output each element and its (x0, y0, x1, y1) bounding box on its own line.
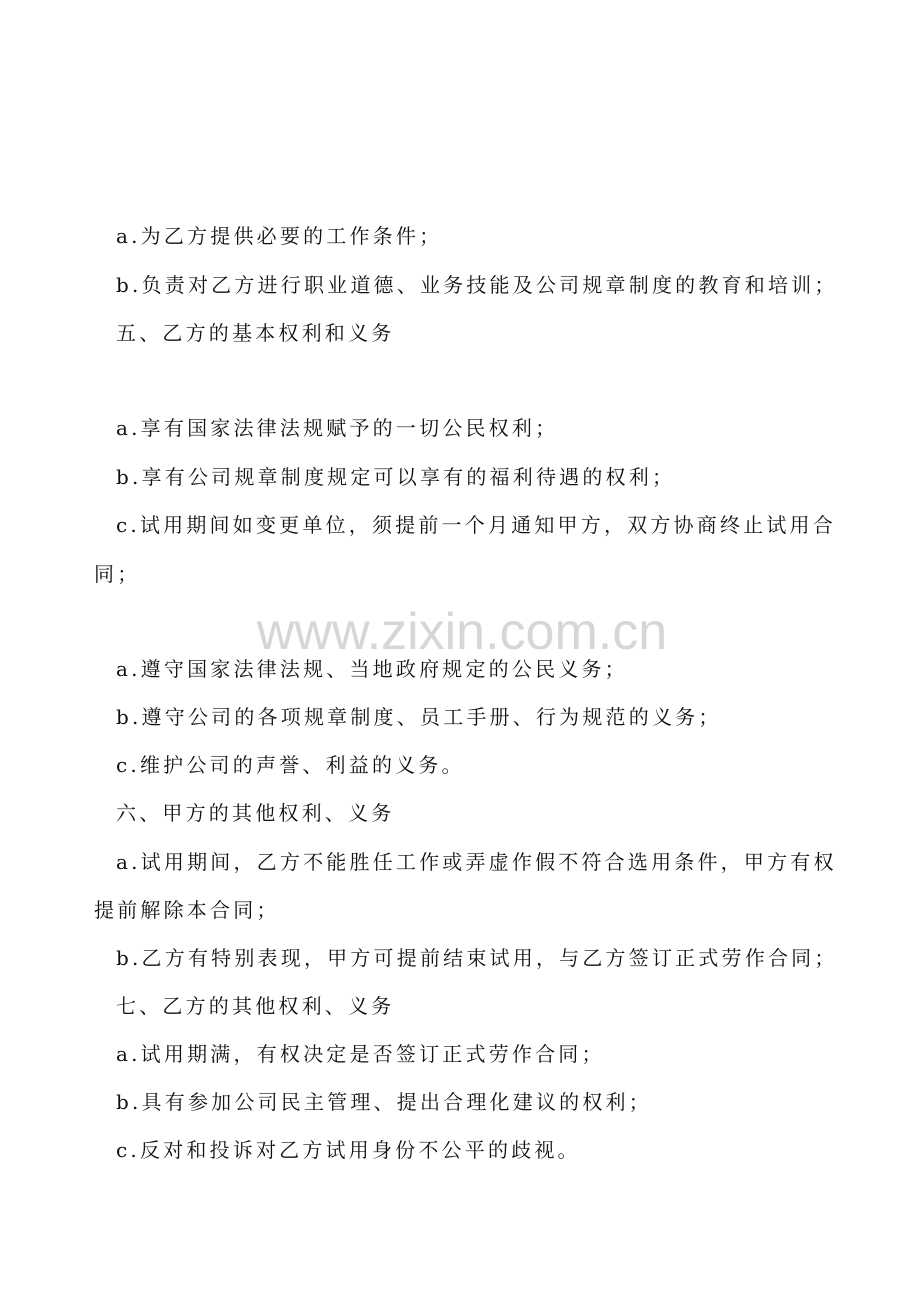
section-heading: 七、乙方的其他权利、义务 (116, 994, 395, 1018)
section-heading: 六、甲方的其他权利、义务 (116, 801, 395, 825)
clause-line: b.享有公司规章制度规定可以享有的福利待遇的权利； (116, 465, 676, 489)
clause-line: c.维护公司的声誉、利益的义务。 (116, 753, 465, 777)
clause-line: a.试用期满，有权决定是否签订正式劳作合同； (116, 1042, 605, 1066)
clause-line: a.遵守国家法律法规、当地政府规定的公民义务； (116, 657, 628, 681)
clause-line: b.遵守公司的各项规章制度、员工手册、行为规范的义务； (116, 705, 722, 729)
clause-line: a.为乙方提供必要的工作条件； (116, 224, 443, 248)
clause-line-continuation: 同； (94, 562, 141, 586)
watermark: www.zixin.com.cn (256, 603, 668, 661)
clause-line: b.负责对乙方进行职业道德、业务技能及公司规章制度的教育和培训； (116, 273, 838, 297)
clause-line: a.享有国家法律法规赋予的一切公民权利； (116, 416, 559, 440)
clause-line: b.具有参加公司民主管理、提出合理化建议的权利； (116, 1090, 652, 1114)
clause-line: c.反对和投诉对乙方试用身份不公平的歧视。 (116, 1138, 581, 1162)
clause-line: b.乙方有特别表现，甲方可提前结束试用，与乙方签订正式劳作合同； (116, 946, 838, 970)
clause-line: a.试用期间，乙方不能胜任工作或弄虚作假不符合选用条件，甲方有权 (116, 850, 837, 874)
clause-line: c.试用期间如变更单位，须提前一个月通知甲方，双方协商终止试用合 (116, 513, 836, 537)
section-heading: 五、乙方的基本权利和义务 (116, 321, 395, 345)
clause-line-continuation: 提前解除本合同； (94, 898, 280, 922)
